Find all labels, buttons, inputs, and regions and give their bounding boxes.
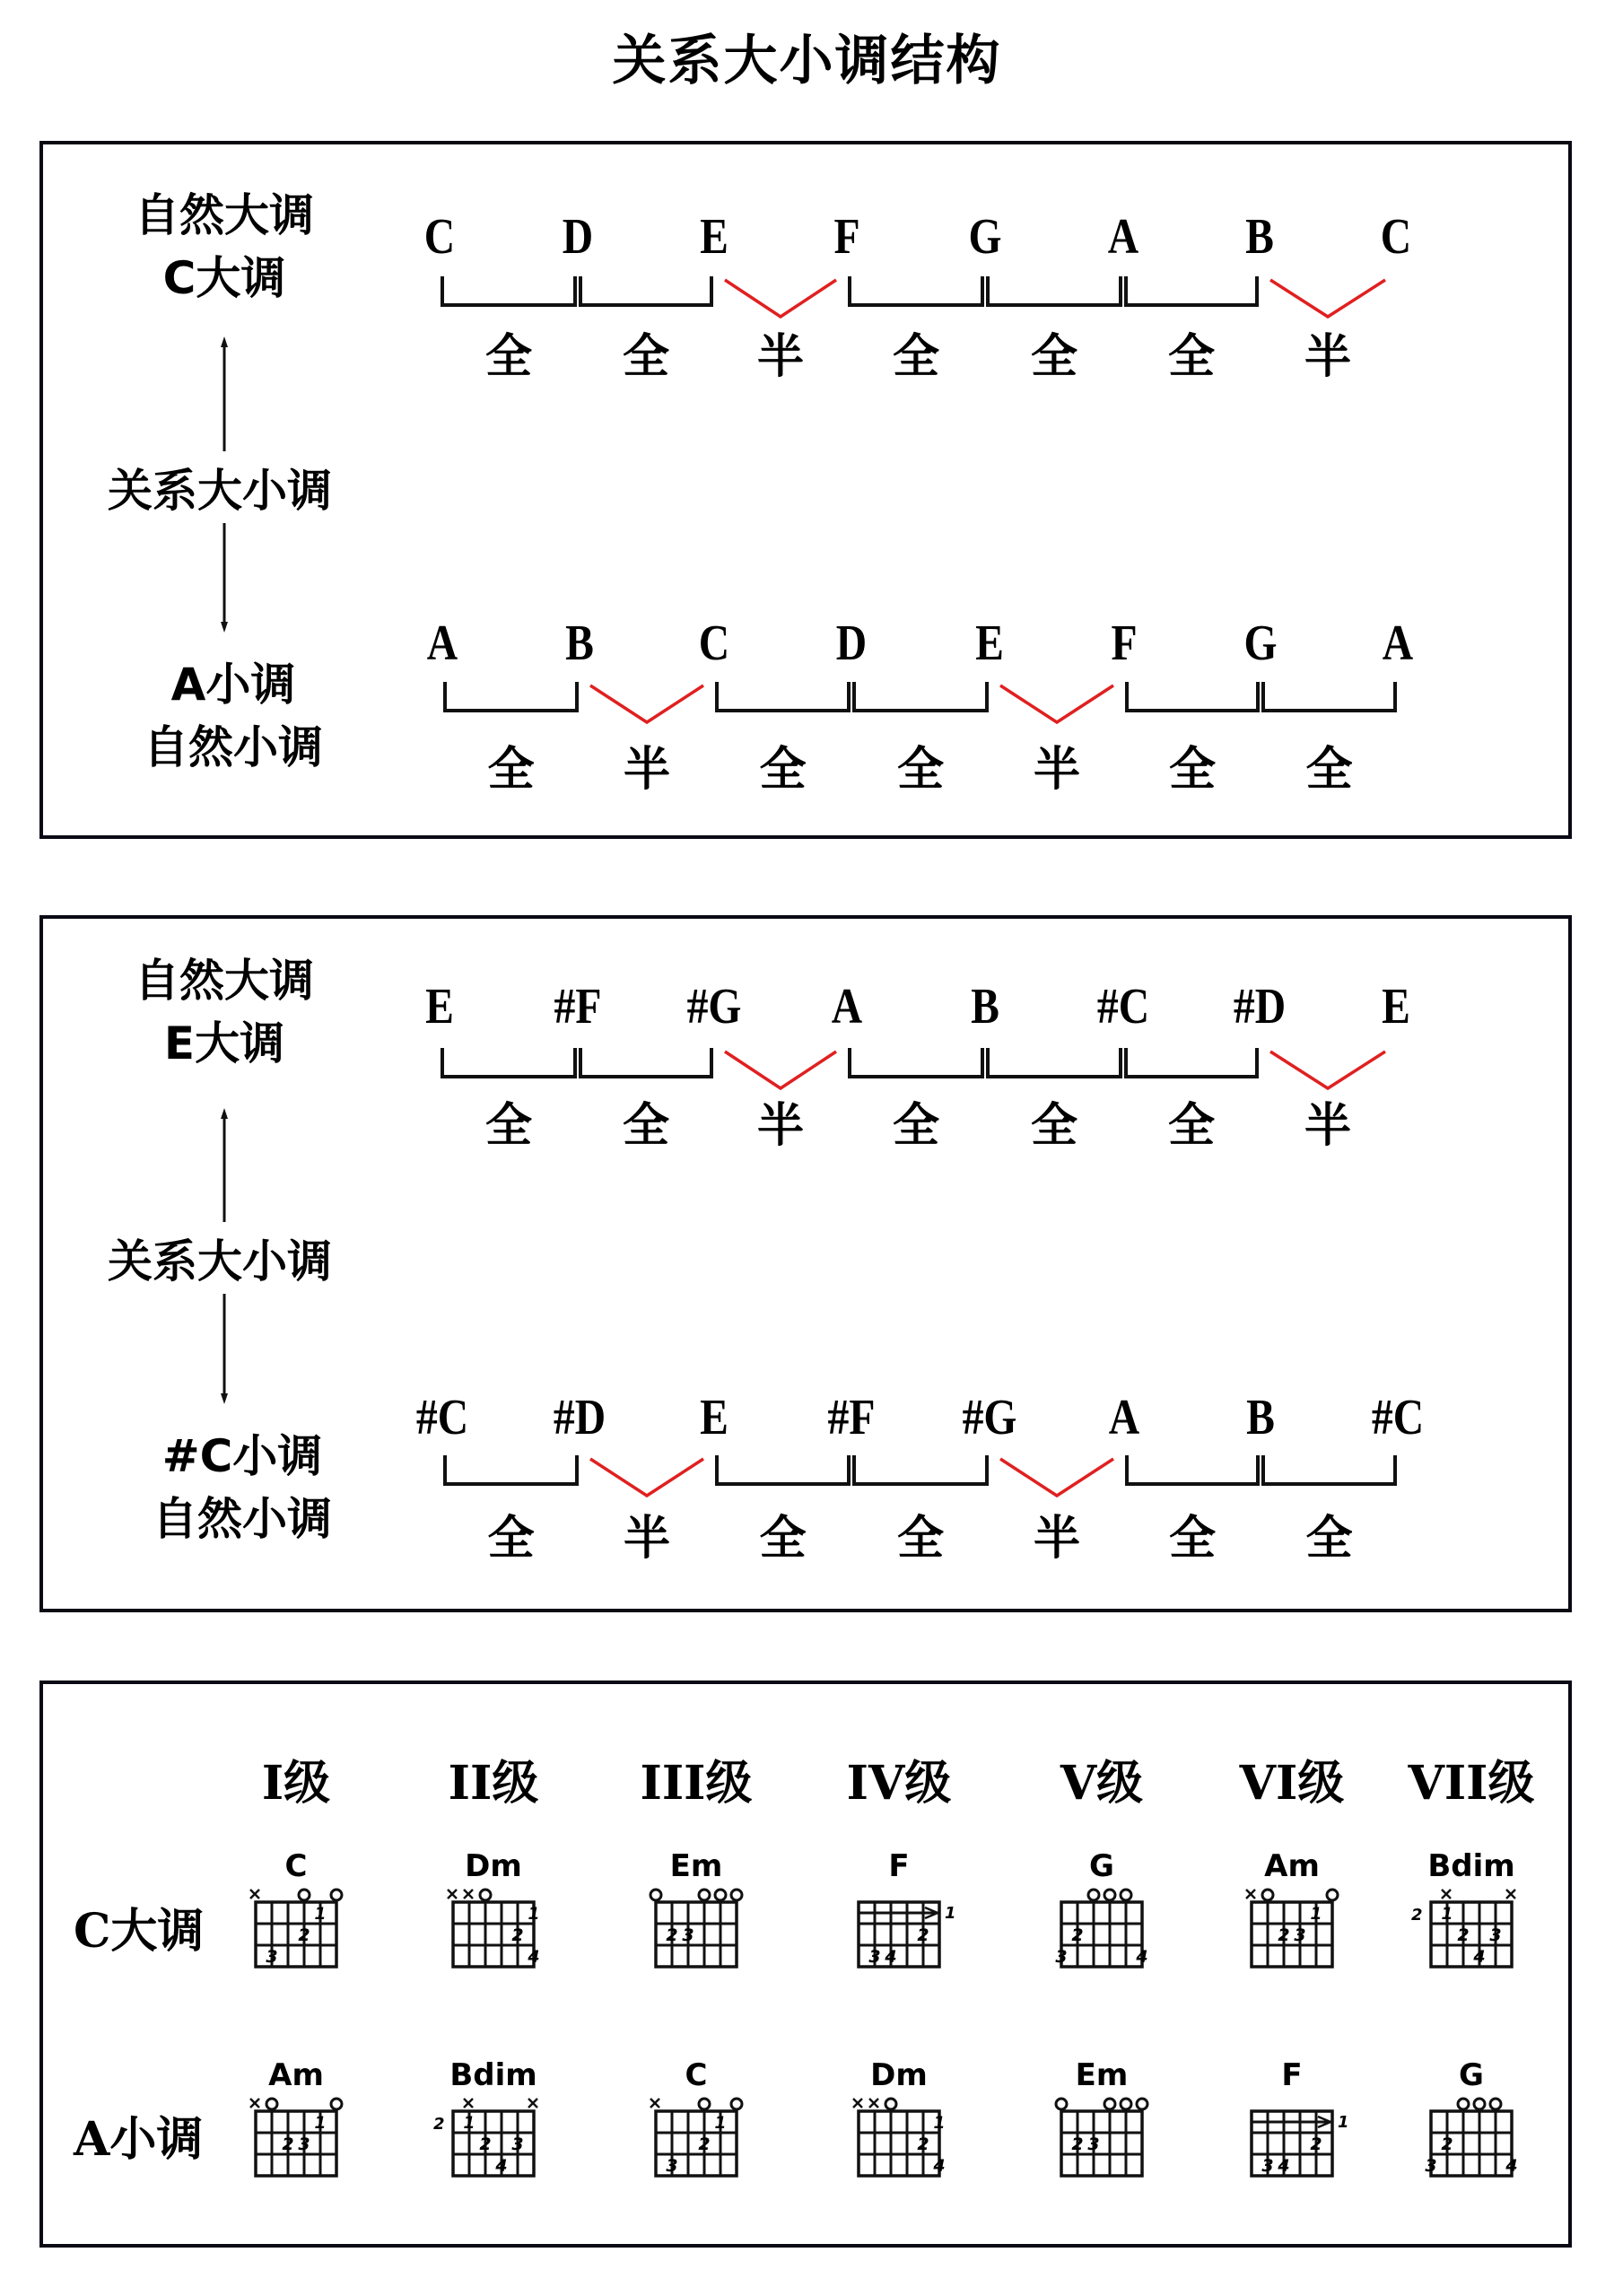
svg-text:3: 3 (1425, 2156, 1437, 2176)
chord-name: Bdim (449, 2057, 537, 2093)
svg-text:3: 3 (1087, 2134, 1100, 2154)
major-key-label: E大调 (163, 1017, 285, 1069)
whole-step-label: 全 (622, 329, 670, 384)
half-step-mark (1270, 280, 1385, 317)
svg-text:4: 4 (1278, 2156, 1290, 2176)
scale-note: D (835, 615, 868, 671)
svg-text:1: 1 (714, 2113, 727, 2133)
chord-name: Dm (465, 1848, 522, 1884)
degree-label: II级 (448, 1756, 539, 1811)
interval-brackets (0, 682, 1614, 790)
svg-text:3: 3 (666, 2156, 678, 2176)
scale-note: D (562, 209, 594, 265)
chord-name: Em (1075, 2057, 1129, 2093)
whole-step-bracket (1127, 682, 1258, 711)
scale-note: C (423, 209, 456, 265)
scale-note: E (700, 209, 728, 265)
svg-text:3: 3 (266, 1947, 278, 1967)
svg-text:4: 4 (885, 1947, 897, 1967)
chord-name: Em (669, 1848, 723, 1884)
half-step-mark (1270, 1052, 1385, 1088)
svg-text:2: 2 (917, 2134, 929, 2154)
chord-row-label-c-major: C大调 (74, 1904, 205, 1959)
whole-step-label: 全 (759, 742, 807, 797)
whole-step-bracket (854, 1455, 987, 1484)
svg-text:2: 2 (917, 1925, 929, 1945)
whole-step-bracket (850, 276, 982, 305)
interval-brackets (0, 1455, 1614, 1563)
chord-diagram-f-icon (1229, 2084, 1355, 2192)
chord-diagram-dm-icon (431, 1875, 556, 1983)
svg-text:4: 4 (495, 2156, 508, 2176)
svg-text:2: 2 (1411, 1906, 1423, 1925)
relation-label: 关系大小调 (108, 1222, 332, 1294)
whole-step-label: 全 (1305, 742, 1353, 797)
svg-text:3: 3 (868, 1947, 881, 1967)
half-step-label: 半 (623, 1511, 671, 1566)
whole-step-label: 全 (1030, 329, 1078, 384)
svg-text:4: 4 (528, 1947, 540, 1967)
chord-diagram-am-icon (233, 2084, 359, 2192)
svg-text:4: 4 (933, 2156, 946, 2176)
chord-diagram-am-icon (1229, 1875, 1355, 1983)
page-title: 关系大小调结构 (612, 30, 1002, 92)
svg-text:2: 2 (1310, 2134, 1322, 2154)
whole-step-label: 全 (759, 1511, 807, 1566)
half-step-mark (590, 685, 703, 722)
scale-note: A (1108, 1390, 1140, 1445)
chord-name: Bdim (1427, 1848, 1515, 1884)
scale-note: #C (1096, 979, 1150, 1035)
whole-step-bracket (854, 682, 987, 711)
whole-step-bracket (850, 1048, 982, 1077)
scale-note: F (1111, 615, 1138, 671)
minor-key-label: A小调 (170, 659, 296, 711)
interval-brackets (0, 276, 1614, 384)
chord-name: F (888, 1848, 910, 1884)
half-step-label: 半 (1304, 329, 1352, 384)
svg-text:3: 3 (511, 2134, 524, 2154)
whole-step-label: 全 (1168, 1511, 1217, 1566)
scale-note: A (426, 615, 458, 671)
scale-note: E (975, 615, 1004, 671)
svg-text:2: 2 (1457, 1925, 1470, 1945)
scale-note: A (831, 979, 863, 1035)
chord-diagram-g-icon (1409, 2084, 1534, 2192)
chord-diagram-bdim-icon (431, 2084, 556, 2192)
whole-step-bracket (580, 1048, 711, 1077)
major-key-label: C大调 (162, 252, 286, 304)
svg-text:4: 4 (1136, 1947, 1148, 1967)
whole-step-bracket (717, 682, 849, 711)
whole-step-label: 全 (892, 329, 940, 384)
svg-text:2: 2 (1278, 1925, 1290, 1945)
svg-text:3: 3 (1261, 2156, 1274, 2176)
chord-diagram-dm-icon (836, 2084, 962, 2192)
chord-diagram-c-icon (633, 2084, 759, 2192)
svg-text:2: 2 (1071, 1925, 1084, 1945)
svg-text:2: 2 (666, 1925, 678, 1945)
scale-note: A (1382, 615, 1414, 671)
relation-label: 关系大小调 (108, 451, 332, 523)
scale-note: A (1107, 209, 1139, 265)
half-step-label: 半 (1033, 742, 1081, 797)
svg-text:3: 3 (1055, 1947, 1068, 1967)
scale-note: G (968, 209, 1002, 265)
half-step-mark (725, 280, 836, 317)
whole-step-bracket (445, 682, 577, 711)
scale-note: E (700, 1390, 728, 1445)
chord-diagram-em-icon (633, 1875, 759, 1983)
whole-step-label: 全 (1168, 742, 1217, 797)
whole-step-label: 全 (484, 1098, 533, 1153)
whole-step-bracket (1263, 682, 1395, 711)
whole-step-label: 全 (1030, 1098, 1078, 1153)
scale-note: #D (553, 1390, 606, 1445)
svg-text:1: 1 (314, 1904, 327, 1924)
svg-text:2: 2 (511, 1925, 524, 1945)
whole-step-bracket (717, 1455, 849, 1484)
svg-text:2: 2 (282, 2134, 294, 2154)
minor-type-label: 自然小调 (144, 721, 323, 773)
scale-note: C (1380, 209, 1412, 265)
minor-type-label: 自然小调 (153, 1493, 332, 1545)
whole-step-bracket (445, 1455, 577, 1484)
svg-text:1: 1 (314, 2113, 327, 2133)
chord-name: G (1089, 1848, 1114, 1884)
scale-note: B (971, 979, 999, 1035)
svg-text:2: 2 (298, 1925, 310, 1945)
whole-step-label: 全 (892, 1098, 940, 1153)
whole-step-bracket (442, 1048, 575, 1077)
whole-step-label: 全 (896, 1511, 945, 1566)
scale-note: #D (1233, 979, 1287, 1035)
scale-note: #F (554, 979, 602, 1035)
chord-diagram-bdim-icon (1409, 1875, 1534, 1983)
degree-label: I级 (261, 1756, 331, 1811)
degree-label: VII级 (1408, 1756, 1535, 1811)
chord-diagram-g-icon (1039, 1875, 1165, 1983)
whole-step-label: 全 (1305, 1511, 1353, 1566)
chord-row-label-a-minor: A小调 (74, 2112, 204, 2167)
chord-name: F (1281, 2057, 1303, 2093)
svg-text:2: 2 (479, 2134, 492, 2154)
chord-diagram-f-icon (836, 1875, 962, 1983)
chord-name: C (284, 1848, 308, 1884)
chord-diagram-c-icon (233, 1875, 359, 1983)
major-type-label: 自然大调 (135, 189, 314, 241)
chord-name: Dm (870, 2057, 928, 2093)
degree-label: VI级 (1239, 1756, 1345, 1811)
whole-step-label: 全 (1167, 329, 1216, 384)
scale-note: C (698, 615, 730, 671)
whole-step-label: 全 (622, 1098, 670, 1153)
scale-note: E (425, 979, 454, 1035)
scale-note: B (1246, 1390, 1275, 1445)
whole-step-bracket (1127, 1455, 1258, 1484)
svg-text:3: 3 (1489, 1925, 1502, 1945)
svg-text:2: 2 (1441, 2134, 1453, 2154)
major-type-label: 自然大调 (135, 955, 314, 1007)
half-step-label: 半 (1304, 1098, 1352, 1153)
whole-step-label: 全 (896, 742, 945, 797)
half-step-label: 半 (1033, 1511, 1081, 1566)
chord-name: G (1459, 2057, 1484, 2093)
whole-step-label: 全 (487, 1511, 535, 1566)
half-step-mark (725, 1052, 836, 1088)
svg-text:1: 1 (933, 2113, 946, 2133)
svg-text:4: 4 (1473, 1947, 1486, 1967)
svg-text:1: 1 (1310, 1904, 1322, 1924)
half-step-label: 半 (756, 329, 805, 384)
svg-text:3: 3 (1294, 1925, 1306, 1945)
scale-note: #G (962, 1390, 1017, 1445)
degree-label: IV级 (846, 1756, 952, 1811)
half-step-label: 半 (623, 742, 671, 797)
svg-text:1: 1 (1338, 2113, 1349, 2132)
svg-text:2: 2 (698, 2134, 711, 2154)
degree-label: V级 (1060, 1756, 1144, 1811)
svg-text:4: 4 (1505, 2156, 1518, 2176)
svg-text:1: 1 (1441, 1904, 1453, 1924)
degree-label: III级 (640, 1756, 753, 1811)
whole-step-bracket (442, 276, 575, 305)
scale-note: #F (827, 1390, 876, 1445)
svg-text:1: 1 (945, 1904, 956, 1923)
scale-note: G (1243, 615, 1278, 671)
whole-step-label: 全 (487, 742, 535, 797)
whole-step-bracket (988, 276, 1121, 305)
scale-note: #C (1371, 1390, 1425, 1445)
svg-text:1: 1 (528, 1904, 540, 1924)
chord-name: Am (268, 2057, 324, 2093)
scale-note: E (1382, 979, 1410, 1035)
chord-diagram-em-icon (1039, 2084, 1165, 2192)
whole-step-bracket (580, 276, 711, 305)
svg-text:2: 2 (433, 2115, 445, 2134)
half-step-mark (1000, 685, 1113, 722)
svg-text:3: 3 (298, 2134, 310, 2154)
minor-key-label: #C小调 (161, 1430, 323, 1482)
half-step-mark (1000, 1459, 1113, 1496)
whole-step-label: 全 (484, 329, 533, 384)
chord-name: C (685, 2057, 708, 2093)
whole-step-bracket (1263, 1455, 1395, 1484)
scale-note: F (833, 209, 860, 265)
svg-text:2: 2 (1071, 2134, 1084, 2154)
svg-text:3: 3 (682, 1925, 694, 1945)
scale-note: #C (415, 1390, 469, 1445)
half-step-label: 半 (756, 1098, 805, 1153)
svg-text:1: 1 (463, 2113, 475, 2133)
scale-note: B (565, 615, 594, 671)
whole-step-bracket (988, 1048, 1121, 1077)
scale-note: B (1245, 209, 1274, 265)
chord-name: Am (1264, 1848, 1320, 1884)
whole-step-bracket (1126, 276, 1257, 305)
scale-note: #G (686, 979, 742, 1035)
half-step-mark (590, 1459, 703, 1496)
whole-step-bracket (1126, 1048, 1257, 1077)
interval-brackets (0, 1048, 1614, 1156)
whole-step-label: 全 (1167, 1098, 1216, 1153)
